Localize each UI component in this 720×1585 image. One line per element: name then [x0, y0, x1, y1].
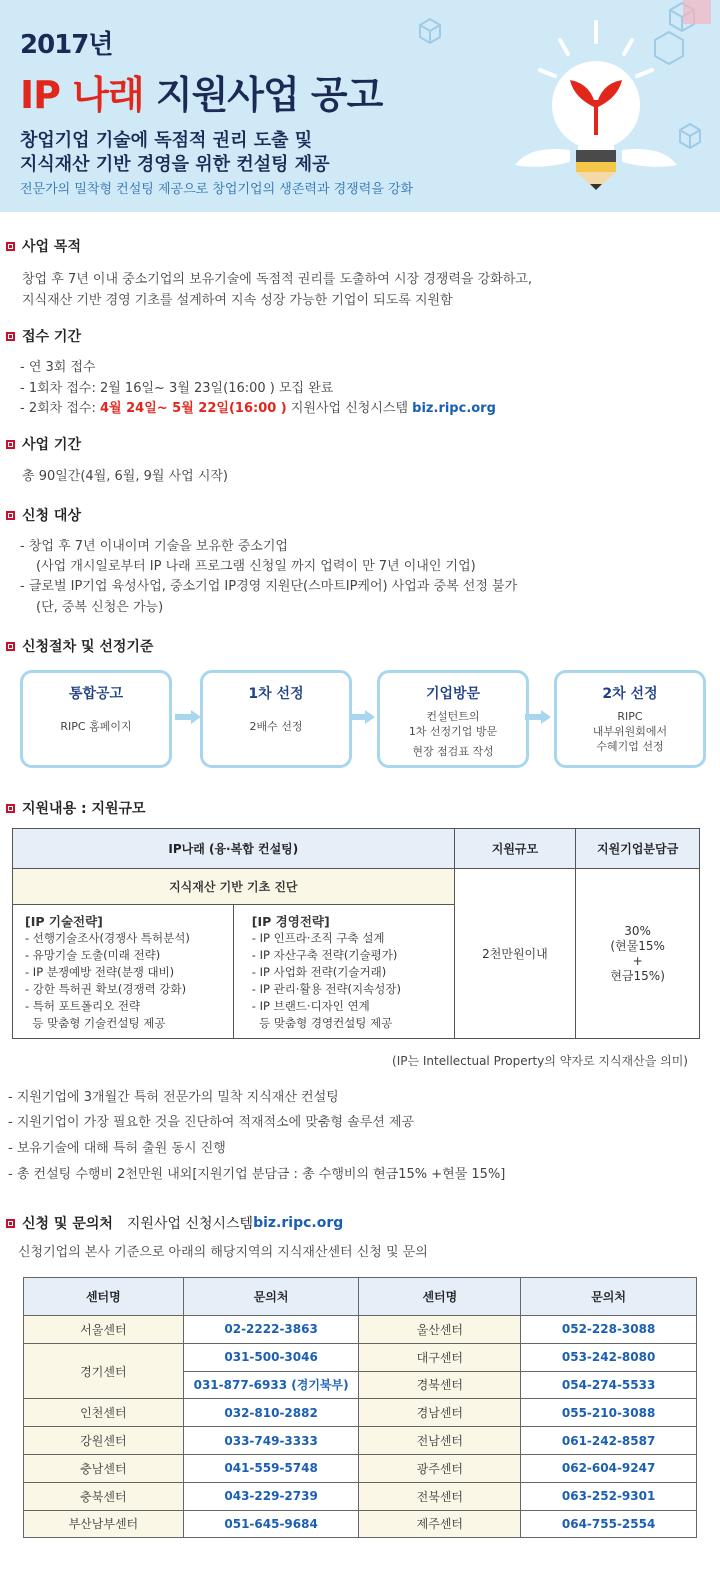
ip-mgmt-strategy: [IP 경영전략] - IP 인프라·조직 구축 설계 - IP 자산구축 전략(기술평가) - IP 사업화 전략(기술거래) - IP 관리·활용 전략(지속성장) - IP 브랜드·디자인 연계 등 맞춤형 경영컨설팅 제공: [233, 905, 454, 1039]
bullet-square-icon: [6, 511, 15, 520]
step-desc: 수혜기업 선정: [596, 740, 664, 753]
bullet-square-icon: [6, 440, 15, 449]
table-row: 충남센터 041-559-5748 광주센터 062-604-9247: [24, 1454, 697, 1482]
step-title: 통합공고: [68, 686, 124, 702]
procedure-step-4: [554, 670, 706, 768]
support-table: [12, 828, 700, 1039]
bullet-square-icon: [6, 804, 15, 813]
bullet-square-icon: [6, 332, 15, 341]
table-row: 부산남부센터 051-645-9684 제주센터 064-755-2554: [24, 1510, 697, 1538]
step-desc: RIPC: [617, 710, 643, 723]
support-bullet-4: - 총 컨설팅 수행비 2천만원 내외[지원기업 분담금 : 총 수행비의 현금15% +현물 15%]: [8, 1167, 506, 1182]
contact-system-link[interactable]: biz.ripc.org: [253, 1215, 344, 1231]
application-system-link[interactable]: biz.ripc.org: [412, 401, 496, 416]
step-desc: 1차 선정기업 방문: [408, 725, 498, 738]
step-desc: 컨설턴트의: [426, 710, 480, 723]
arrow-right-icon: [525, 710, 551, 724]
reception-line-3: - 2회차 접수: 4월 24일~ 5월 22일(16:00 ) 지원사업 신청시스템 biz.ripc.org: [20, 401, 496, 416]
contact-heading: 신청 및 문의처 지원사업 신청시스템 biz.ripc.org: [6, 1213, 343, 1233]
banner-title-red: IP 나래: [20, 73, 144, 117]
contact-col-tel: 문의처: [183, 1278, 359, 1316]
purpose-heading: 사업 목적: [6, 236, 81, 256]
table-row: 강원센터 033-749-3333 전남센터 061-242-8587: [24, 1427, 697, 1455]
reception-heading: 접수 기간: [6, 326, 81, 346]
contact-table: [23, 1277, 697, 1538]
banner-subtitle-3: 전문가의 밀착형 컨설팅 제공으로 창업기업의 생존력과 경쟁력을 강화: [20, 182, 414, 197]
contact-col-tel: 문의처: [521, 1278, 697, 1316]
target-line-3: - 글로벌 IP기업 육성사업, 중소기업 IP경영 지원단(스마트IP케어) 사업과 중복 선정 불가: [20, 579, 518, 594]
reception-line-1: - 연 3회 접수: [20, 360, 96, 375]
support-heading: 지원내용 : 지원규모: [6, 798, 146, 818]
support-scale-value: 2천만원이내: [454, 869, 576, 1039]
step-desc: 현장 점검표 작성: [412, 745, 494, 758]
target-line-4: (단, 중복 신청은 가능): [36, 600, 164, 615]
contact-col-center: 센터명: [359, 1278, 521, 1316]
ip-tech-strategy: [IP 기술전략] - 선행기술조사(경쟁사 특허분석) - 유망기술 도출(미래 전략) - IP 분쟁예방 전략(분쟁 대비) - 강한 특허권 확보(경쟁력 강화) - 특허 포트폴리오 전략 등 맞춤형 기술컨설팅 제공: [13, 905, 234, 1039]
support-bullet-3: - 보유기술에 대해 특허 출원 동시 진행: [8, 1141, 226, 1156]
procedure-step-1: [20, 670, 172, 768]
contact-col-center: 센터명: [24, 1278, 184, 1316]
target-heading: 신청 대상: [6, 505, 81, 525]
arrow-right-icon: [349, 710, 375, 724]
procedure-step-3: [377, 670, 529, 768]
support-bullet-2: - 지원기업이 가장 필요한 것을 진단하여 적재적소에 맞춤형 솔루션 제공: [8, 1115, 415, 1130]
step-desc: 내부위원회에서: [592, 725, 668, 738]
procedure-heading: 신청절차 및 선정기준: [6, 636, 153, 656]
banner-subtitle-2: 지식재산 기반 경영을 위한 컨설팅 제공: [20, 154, 330, 175]
procedure-step-2: [200, 670, 352, 768]
support-diagnosis: 지식재산 기반 기초 진단: [13, 869, 455, 905]
bullet-square-icon: [6, 242, 15, 251]
period-line-1: 총 90일간(4월, 6월, 9월 사업 시작): [22, 469, 229, 484]
arrow-right-icon: [175, 710, 201, 724]
step-title: 기업방문: [425, 686, 481, 702]
purpose-line-1: 창업 후 7년 이내 중소기업의 보유기술에 독점적 권리를 도출하여 시장 경쟁력을 강화하고,: [22, 272, 532, 287]
step-title: 2차 선정: [602, 686, 658, 702]
banner-title: [20, 64, 382, 119]
purpose-line-2: 지식재산 기반 경영 기초를 설계하여 지속 성장 가능한 기업이 되도록 지원함: [22, 293, 453, 308]
table-row: 인천센터 032-810-2882 경남센터 055-210-3088: [24, 1399, 697, 1427]
support-col-share: 지원기업분담금: [576, 829, 700, 869]
reception-line-2: - 1회차 접수: 2월 16일~ 3월 23일(16:00 ) 모집 완료: [20, 381, 334, 396]
reception-date-highlight: 4월 24일~ 5월 22일(16:00 ): [99, 401, 287, 416]
banner-subtitle-1: 창업기업 기술에 독점적 권리 도출 및: [20, 130, 313, 151]
bullet-square-icon: [6, 1219, 15, 1228]
header-banner: [0, 0, 720, 212]
contact-line-1: 신청기업의 본사 기준으로 아래의 해당지역의 지식재산센터 신청 및 문의: [18, 1245, 428, 1260]
step-desc: RIPC 홈페이지: [60, 720, 132, 733]
step-desc: 2배수 선정: [249, 720, 303, 733]
table-row: 충북센터 043-229-2739 전북센터 063-252-9301: [24, 1482, 697, 1510]
target-line-2: (사업 개시일로부터 IP 나래 프로그램 신청일 까지 업력이 만 7년 이내인 기업): [36, 559, 476, 574]
lightbulb-illustration: [400, 0, 720, 212]
period-heading: 사업 기간: [6, 434, 81, 454]
support-bullet-1: - 지원기업에 3개월간 특허 전문가의 밀착 지식재산 컨설팅: [8, 1090, 339, 1105]
support-col-program: IP나래 (융·복합 컨설팅): [13, 829, 455, 869]
step-title: 1차 선정: [248, 686, 304, 702]
table-row: 서울센터 02-2222-3863 울산센터 052-228-3088: [24, 1316, 697, 1344]
table-row: 031-877-6933 (경기북부) 경북센터 054-274-5533: [24, 1371, 697, 1399]
table-row: 경기센터 031-500-3046 대구센터 053-242-8080: [24, 1343, 697, 1371]
support-col-scale: 지원규모: [454, 829, 576, 869]
ip-footnote: (IP는 Intellectual Property의 약자로 지식재산을 의미): [392, 1054, 688, 1068]
banner-year: 2017년: [20, 30, 113, 60]
target-line-1: - 창업 후 7년 이내이며 기술을 보유한 중소기업: [20, 539, 288, 554]
banner-title-rest: 지원사업 공고: [155, 73, 383, 117]
bullet-square-icon: [6, 642, 15, 651]
support-share-value: 30% (현물15% + 현금15%): [576, 869, 700, 1039]
